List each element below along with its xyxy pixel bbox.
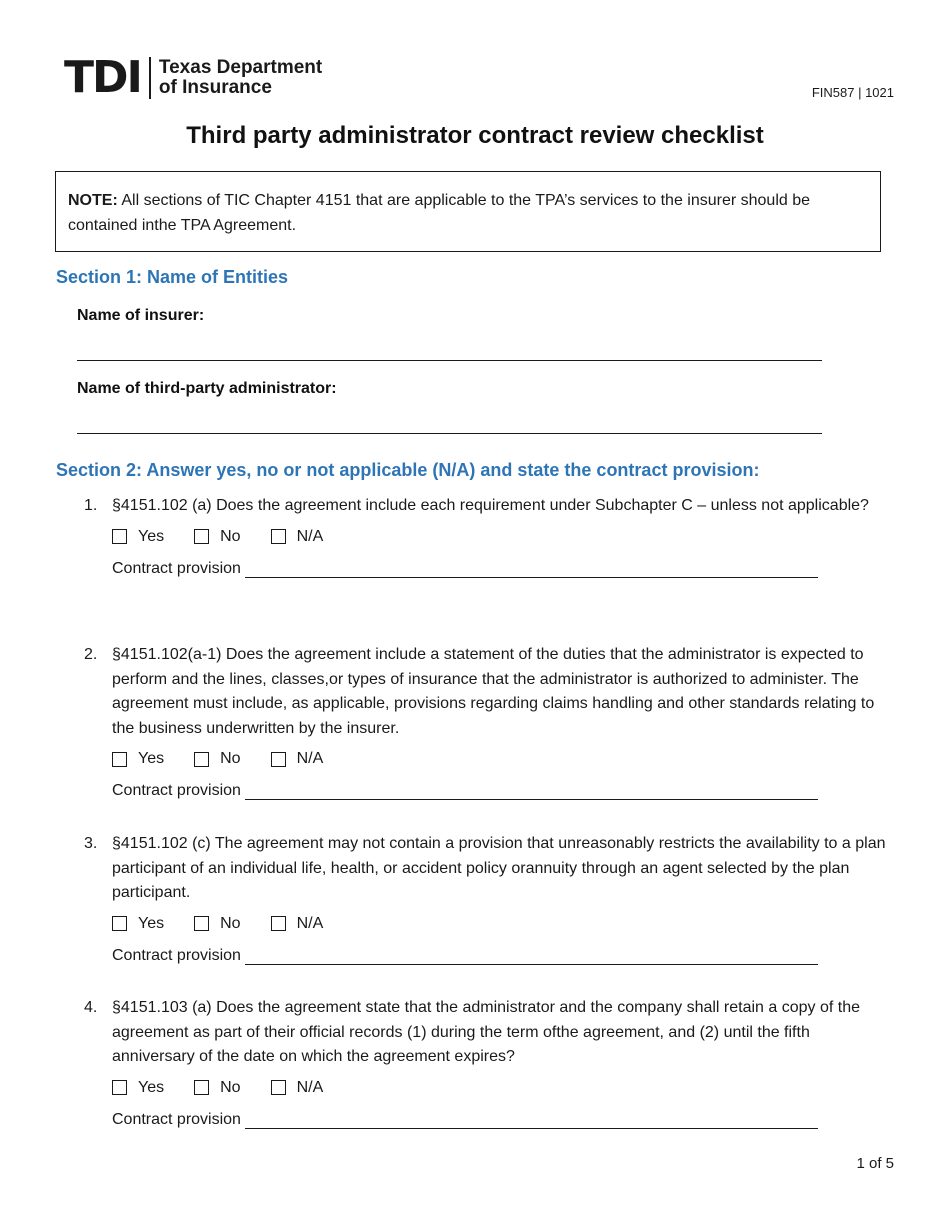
logo-divider <box>149 57 151 99</box>
answer-options <box>112 915 896 933</box>
question-text: §4151.102 (c) The agreement may not contain a provision that unreasonably restricts the availability to a plan participant of an individual life, health, or accident policy orannuity through an agent selected by the plan participant. <box>112 835 886 901</box>
option-label: N/A <box>296 750 324 767</box>
option-na[interactable] <box>271 1079 324 1097</box>
question-1 <box>84 494 896 578</box>
contract-provision <box>112 1111 896 1129</box>
option-na[interactable] <box>271 915 324 933</box>
page-title: Third party administrator contract review checklist <box>186 122 764 149</box>
section-1-heading: Section 1: Name of Entities <box>56 267 289 287</box>
no-checkbox[interactable] <box>194 916 209 931</box>
answer-options <box>112 528 896 546</box>
tdi-logo <box>64 52 323 103</box>
question-text: §4151.102 (a) Does the agreement include each requirement under Subchapter C – unless not applicable? <box>112 497 869 514</box>
question-4 <box>84 996 896 1129</box>
provision-label: Contract provision <box>112 559 241 577</box>
logo-text <box>159 58 322 98</box>
na-checkbox[interactable] <box>271 529 286 544</box>
question-3 <box>84 832 896 965</box>
yes-checkbox[interactable] <box>112 1080 127 1095</box>
no-checkbox[interactable] <box>194 1080 209 1095</box>
option-na[interactable] <box>271 750 324 768</box>
contract-provision <box>112 782 896 800</box>
provision-input-line[interactable] <box>245 951 818 965</box>
provision-input-line[interactable] <box>245 786 818 800</box>
question-number: 1. <box>84 497 98 514</box>
provision-input-line[interactable] <box>245 1115 818 1129</box>
option-label: No <box>220 914 241 932</box>
contract-provision <box>112 947 896 965</box>
answer-options <box>112 750 896 768</box>
no-checkbox[interactable] <box>194 529 209 544</box>
provision-input-line[interactable] <box>245 564 818 578</box>
question-number: 2. <box>84 646 98 663</box>
tpa-input-line[interactable] <box>77 433 822 434</box>
logo-line-2: of Insurance <box>158 77 272 98</box>
insurer-input-line[interactable] <box>77 360 822 361</box>
option-yes[interactable] <box>112 915 164 933</box>
option-na[interactable] <box>271 528 324 546</box>
option-label: N/A <box>296 1078 324 1096</box>
yes-checkbox[interactable] <box>112 752 127 767</box>
option-label: No <box>220 527 241 545</box>
answer-options <box>112 1079 896 1097</box>
na-checkbox[interactable] <box>271 752 286 767</box>
option-yes[interactable] <box>112 750 164 768</box>
yes-checkbox[interactable] <box>112 916 127 931</box>
option-yes[interactable] <box>112 1079 164 1097</box>
option-label: N/A <box>296 527 324 545</box>
contract-provision <box>112 560 896 578</box>
logo-mark: TDI <box>64 52 141 103</box>
option-label: N/A <box>296 914 324 932</box>
note-label: NOTE: <box>68 192 118 209</box>
option-no[interactable] <box>194 1079 240 1097</box>
option-no[interactable] <box>194 915 240 933</box>
section-2-heading: Section 2: Answer yes, no or not applicable (N/A) and state the contract provision: <box>56 460 760 480</box>
form-id: FIN587 | 1021 <box>811 85 894 100</box>
option-no[interactable] <box>194 750 240 768</box>
note-text: All sections of TIC Chapter 4151 that are applicable to the TPA’s services to the insurer should be contained inthe TPA Agreement. <box>68 192 811 234</box>
provision-label: Contract provision <box>112 946 241 964</box>
logo-line-1: Texas Department <box>158 57 323 78</box>
insurer-label: Name of insurer: <box>77 307 205 324</box>
question-text: §4151.103 (a) Does the agreement state that the administrator and the company shall retain a copy of the agreement as part of their official records (1) during the term ofthe agreement, and (2) until the fifth anniversary of the date on which the agreement expires? <box>112 999 861 1065</box>
option-label: Yes <box>138 1078 165 1096</box>
note-box <box>55 171 881 252</box>
question-2 <box>84 643 896 800</box>
provision-label: Contract provision <box>112 1110 241 1128</box>
page-number: 1 of 5 <box>856 1155 894 1172</box>
na-checkbox[interactable] <box>271 916 286 931</box>
provision-label: Contract provision <box>112 782 241 799</box>
na-checkbox[interactable] <box>271 1080 286 1095</box>
no-checkbox[interactable] <box>194 752 209 767</box>
option-no[interactable] <box>194 528 240 546</box>
yes-checkbox[interactable] <box>112 529 127 544</box>
option-label: Yes <box>138 914 165 932</box>
question-number: 4. <box>84 999 98 1016</box>
option-label: Yes <box>138 750 165 767</box>
question-number: 3. <box>84 835 98 852</box>
option-label: No <box>220 750 241 767</box>
tpa-label: Name of third-party administrator: <box>77 380 337 397</box>
option-label: No <box>220 1078 241 1096</box>
question-text: §4151.102(a-1) Does the agreement include a statement of the duties that the administrator is expected to perform and the lines, classes,or types of insurance that the administrator is authorized to administer. The agreement must include, as applicable, provisions regarding claims handling and other standards relating to the business underwritten by the insurer. <box>112 646 875 737</box>
option-yes[interactable] <box>112 528 164 546</box>
option-label: Yes <box>138 527 165 545</box>
